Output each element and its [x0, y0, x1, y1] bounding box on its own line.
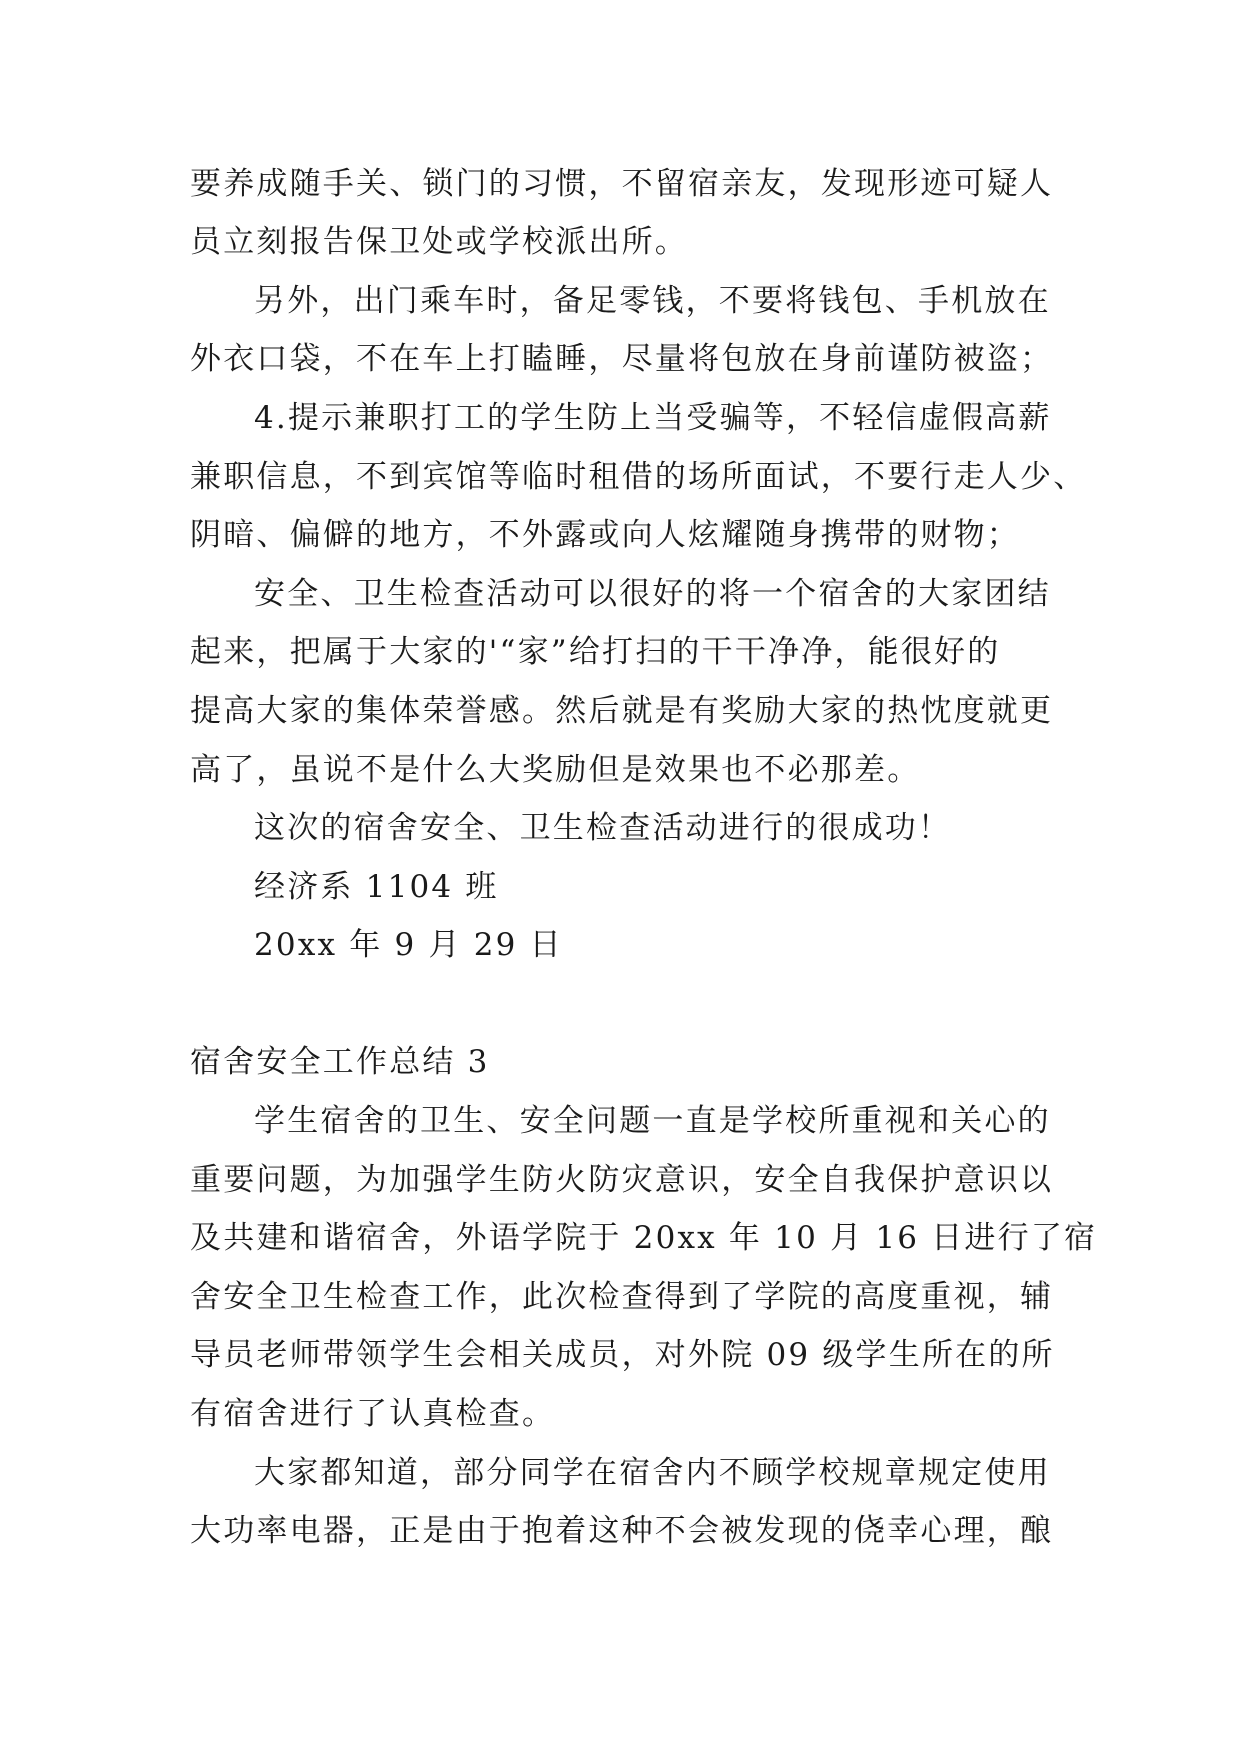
text-line: 重要问题，为加强学生防火防灾意识，安全自我保护意识以 — [190, 1162, 1054, 1198]
paragraph-start: 4.提示兼职打工的学生防上当受骗等，不轻信虚假高薪 — [254, 400, 1052, 436]
section-title: 宿舍安全工作总结 3 — [190, 1044, 490, 1080]
text-line: 起来，把属于大家的'“家”给打扫的干干净净，能很好的 — [190, 634, 1001, 670]
text-line: 高了，虽说不是什么大奖励但是效果也不必那差。 — [190, 752, 921, 788]
text-line: 兼职信息，不到宾馆等临时租借的场所面试，不要行走人少、 — [190, 459, 1087, 495]
text-line: 要养成随手关、锁门的习惯，不留宿亲友，发现形迹可疑人 — [190, 166, 1054, 202]
paragraph-start: 这次的宿舍安全、卫生检查活动进行的很成功！ — [254, 810, 952, 846]
text-line: 外衣口袋，不在车上打瞌睡，尽量将包放在身前谨防被盗； — [190, 341, 1054, 377]
text-line: 阴暗、偏僻的地方，不外露或向人炫耀随身携带的财物； — [190, 517, 1020, 553]
text-line: 员立刻报告保卫处或学校派出所。 — [190, 224, 688, 260]
paragraph-start: 学生宿舍的卫生、安全问题一直是学校所重视和关心的 — [254, 1103, 1051, 1139]
signature-date: 20xx 年 9 月 29 日 — [254, 927, 563, 963]
paragraph-start: 安全、卫生检查活动可以很好的将一个宿舍的大家团结 — [254, 576, 1051, 612]
text-line: 大功率电器，正是由于抱着这种不会被发现的侥幸心理，酿 — [190, 1513, 1054, 1549]
paragraph-start: 另外，出门乘车时，备足零钱，不要将钱包、手机放在 — [254, 283, 1051, 319]
text-line: 导员老师带领学生会相关成员，对外院 09 级学生所在的所 — [190, 1337, 1055, 1373]
text-line: 提高大家的集体荣誉感。然后就是有奖励大家的热忱度就更 — [190, 693, 1054, 729]
text-line: 舍安全卫生检查工作，此次检查得到了学院的高度重视，辅 — [190, 1279, 1054, 1315]
signature-department: 经济系 1104 班 — [254, 869, 499, 905]
paragraph-start: 大家都知道，部分同学在宿舍内不顾学校规章规定使用 — [254, 1455, 1051, 1491]
text-line: 有宿舍进行了认真检查。 — [190, 1396, 556, 1432]
text-line: 及共建和谐宿舍，外语学院于 20xx 年 10 月 16 日进行了宿 — [190, 1220, 1098, 1256]
